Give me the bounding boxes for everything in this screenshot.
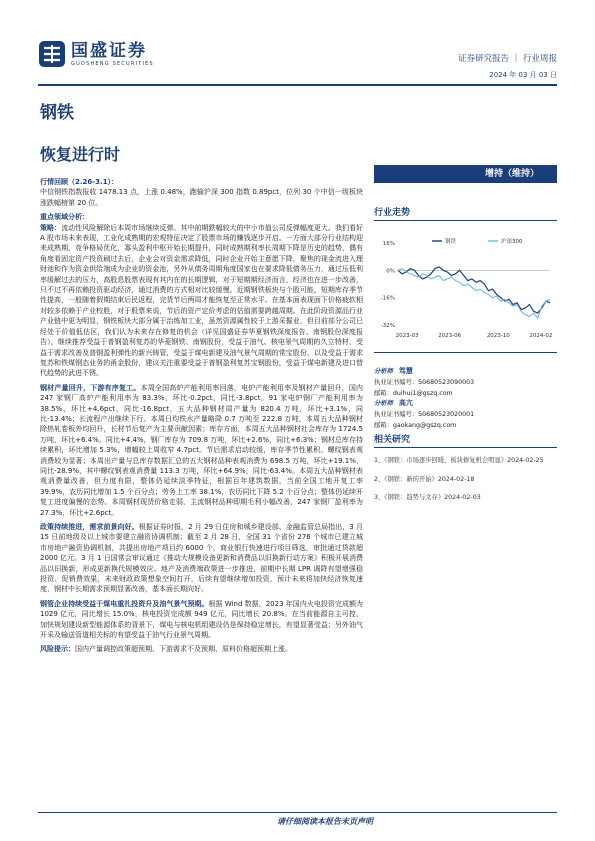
production-text: 本周全国高炉产能利用率回落，电炉产能利用率及钢材产量回升，国内 247 家钢厂高炉产能利用率为 83.3%，环比-0.2pct，同比-3.8pct。91 家电炉钢厂产能利用率为 38.5%，环比+4.6pct，同比-16.8pct，五大品种钢材周产量为 820.4 万吨，环比+3.1%，同比-13.4%；长流程产出继续下行。本周日均铁水产量略降 0.7 万吨至 222.8 万吨，本周五大品种钢材除热轧卷板外均回升，长材节后复产为主要贡献因素；库存方面，本周五大品种钢材社会库存为 1724.5 万吨，环比+6.4%，同比+4.4%，钢厂库存为 709.8 万吨，环比+2.6%，同比+6.3%；钢材总库存持续累积，环比增加 5.3%，增幅较上周收窄 4.7pct。节后需求启动较缓，库存季节性累积。螺纹钢表观消费较为显著；本周出产量与总库存数据汇总的五大钢材品种表观消费为 698.5 万吨，环比+19.1%，同比-28.9%，其中螺纹钢表观消费量 113.3 万吨，环比+64.9%，同比-63.4%。本周五大品种钢材表观消费量改善，但力度有限，整体仍延续淡季特征，根据百年建筑数据，当前全国工地开复工率 39.9%，农历同比增加 1.5 个百分点；劳务上工率 38.1%，农历同比下降 5.2 个百分点；整体仍延续开复工进度偏慢的态势。本周钢材现货价格走弱，主流钢材品种即期毛利小幅改善，247 家钢厂盈利率为 27.3%，环比+2.6pct。 xyxy=(40,383,364,517)
chart-bottom-rule xyxy=(374,352,557,353)
logo-chinese-name: 国盛证券 xyxy=(71,40,147,61)
series-line-csi300 xyxy=(398,269,550,319)
x-tick-label: 2023-06 xyxy=(438,333,462,339)
steel-pipe-paragraph xyxy=(40,599,363,641)
risk-label: 风险提示： xyxy=(40,645,75,654)
market-review-text: 中信钢铁指数报收 1478.13 点，上涨 0.48%，跑输沪深 300 指数 0.89pct，位列 30 个中信一级板块涨跌幅榜第 20 位。 xyxy=(40,188,363,207)
report-date: 2024 年 03 月 03 日 xyxy=(489,71,557,79)
report-type: 证券研究报告 ｜ 行业周报 xyxy=(458,54,557,64)
related-research-list xyxy=(374,455,557,511)
x-tick-label: 2023-10 xyxy=(486,333,510,339)
industry-name: 钢铁 xyxy=(40,103,74,123)
analyst-name: 笃慧 xyxy=(398,367,413,375)
analyst-name: 高亢 xyxy=(398,399,413,407)
footer-disclaimer: 请仔细阅读本报告末页声明 xyxy=(277,817,373,826)
y-tick-label: 16% xyxy=(382,241,395,247)
analyst-role: 分析师 xyxy=(374,400,393,407)
policy-paragraph xyxy=(40,522,363,595)
related-item[interactable]: 3、《钢铁：趋势与文存》2024-02-03 xyxy=(374,494,481,501)
analyst-email[interactable]: 邮箱：duihui1@gszq.com xyxy=(374,390,453,397)
rating-badge: 增持（维持） xyxy=(374,165,557,183)
y-tick-label: -32% xyxy=(380,323,395,329)
y-tick-label: 0% xyxy=(386,268,395,275)
x-tick-label: 2024-02 xyxy=(529,333,553,339)
analyst-1 xyxy=(374,366,557,399)
x-tick-label: 2023-03 xyxy=(395,333,419,339)
legend-label: 沪深300 xyxy=(501,239,523,245)
analyst-cert: 执业证书编号：S0680523020001 xyxy=(374,411,475,418)
related-item[interactable]: 1、《钢铁：市场逐步回暖，板块修复机会明显》2024-02-25 xyxy=(374,457,544,464)
report-body xyxy=(40,177,363,655)
y-tick-label: -16% xyxy=(380,295,395,302)
analyst-cert: 执业证书编号：S0680523090003 xyxy=(374,379,475,386)
related-research-heading: 相关研究 xyxy=(374,432,557,448)
steel-pipe-label: 钢管企业持续受益于煤电重扎投资升及油气景气预期。 xyxy=(40,599,209,608)
guosheng-logo-icon xyxy=(38,40,66,68)
header-divider xyxy=(38,84,557,86)
key-areas-label: 重点领域分析： xyxy=(40,213,89,222)
company-logo xyxy=(38,40,154,68)
risk-text: 国内产量调控政策超预期、下游需求不及预期、原料价格超预期上涨。 xyxy=(75,645,292,654)
market-review-label: 行情回顾（2.26-3.1）： xyxy=(40,178,119,186)
logo-english-name: GUOSHENG SECURITIES xyxy=(71,60,154,67)
market-review xyxy=(40,177,363,208)
strategy-text: 流动性风险解除后本周市场继续反弹。其中前期跌幅较大的中小市值公司反弹幅度更大。我们看好 A 股市场未来表现，工业化成熟期的宏观特征决定了股票市场的赚钱逐步开启。一方面大部分行业结构迎来成熟期，竞争格局优化，寡头盈利中枢开始长期提升，同时成熟期利率长周期下降是历史的趋势，偶有角度看固定资产投资刷过去后，企业会对资金需求降低，同时企业开始主意愿下降，聚焦的现金流进入理财池和作为资金供给端成为企业的资金池，另外从债务周期角度国家也在要求降低债务压力，通过压低利率缓解过去的压力，高股息股票表现有其内在的长期逻辑，对于短期期经济而言，经济也在进一步改善，只不过不再依赖投资驱动经济，通过消费的方式相对比较缓慢。近期钢铁板块与个股可能，短期库存季节性提高，一般随着假期结束后民返程，完货节后两周才能恢复至正常水平。在基本面表现面下价格疲软相对较多依赖于产业校胜，对于股票来说，节后的资产定价考虑的估值需要跨越周期。在此阶段资源品行业产业链中更为明显，钢铁板块大部分属于治炼加工业，虽然资源属性较于上游采掘业，但目前部分公司已经处于价值低估区，我们认为未来存在修复的机会（详见国盛证券华夏钢铁深度报告、南钢股份深度报告），继续推荐受益于普钢盈利复苏的华菱钢铁、南钢股份，受益于油气、核电景气周期的久立特材，受益于需求改善及普钢盈利弹性的新兴铸管，受益于煤电新建及油气景气周期的常宝股份，以及受益于需求复苏和铁煤钢态业务的甬金股份，建议关注重要受益于普钢盈利复苏宝钢股份，受益于煤电新建及进口替代趋势的武进不锈。 xyxy=(40,223,364,378)
footer-divider xyxy=(38,812,557,813)
related-item[interactable]: 2、《钢铁：新的开始》2024-02-18 xyxy=(374,475,475,483)
key-areas xyxy=(40,212,363,379)
strategy-label: 策略： xyxy=(40,223,62,232)
report-title: 恢复进行时 xyxy=(40,145,121,164)
production-label: 钢材产量回升，下游有序复工。 xyxy=(40,383,141,392)
analyst-role: 分析师 xyxy=(374,368,393,375)
steel-pipe-text: 根据 Wind 数据，2023 年国内火电投资完成额为 1029 亿元，同比增长 15.0%，核电投资完成额 949 亿元，同比增长 20.8%。在当前能源自主可控，加快规划建设新型能源体系的背景下，煤电与核电机组建设仍是保持稳定增长，有望显著受益；另外油气开采及输送管道相关标的有望受益于油气行业景气周期。 xyxy=(40,599,364,640)
analyst-email[interactable]: 邮箱：gaokang@gszq.com xyxy=(374,422,457,429)
risk-paragraph xyxy=(40,644,363,654)
policy-text: 根据证券时报，2 月 29 日住房和城乡建设部、金融监管总局指出，3 月 15 日前地级及以上城市要建立融资协调机制；截至 2 月 28 日，全国 31 个省份 276 个城市已建立城市房地产融资协调机制，共提出房地产项目约 6000 个，商业银行快速进行项目筛选，审批通过贷款超 2000 亿元。3 月 1 日国常会审议通过《推动大规模设备更新和消费品以旧换新行动方案》积极开展消费品以旧换新，形成更新换代规模效应。地产及消费端政策进一步推进，前期中长期 LPR 调降有望增强稳投资、促销费效果，未来财政政策想象空间打开，后续有望继续增加投资，预计未来将加快经济恢复速度，钢材中长期需求预期显著改善，基本面长期向好。 xyxy=(40,523,364,594)
industry-trend-chart xyxy=(372,225,558,350)
trend-heading: 行业走势 xyxy=(374,205,557,221)
analyst-2 xyxy=(374,398,557,431)
policy-label: 政策持续推进，需求前景向好。 xyxy=(40,523,139,531)
production-paragraph xyxy=(40,383,363,518)
series-line-steel xyxy=(398,267,550,313)
legend-label: 钢铁 xyxy=(445,239,457,245)
